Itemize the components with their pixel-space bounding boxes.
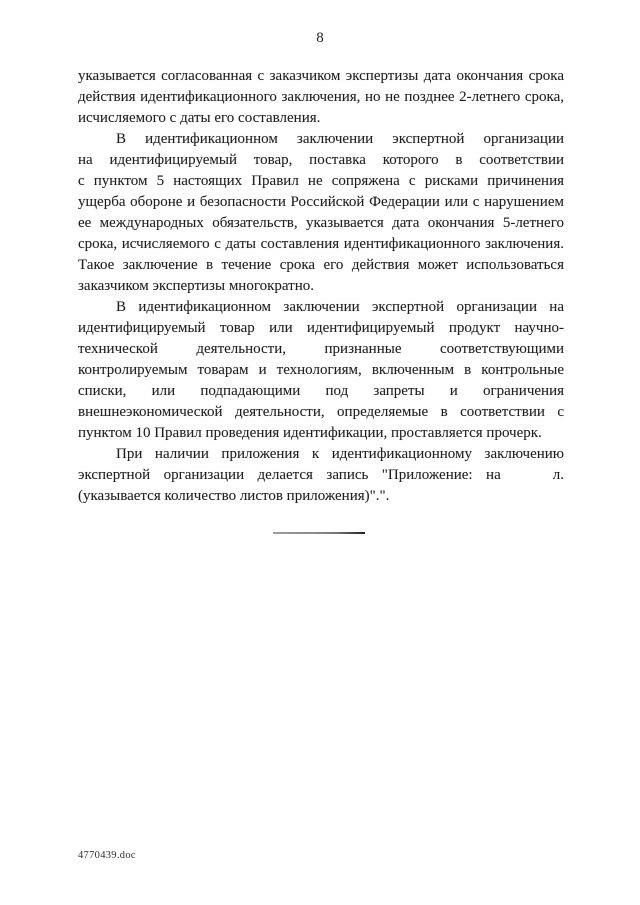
document-body — [78, 66, 564, 507]
text-line: заказчиком экспертизы многократно. — [78, 278, 315, 294]
text-line: внешнеэкономической деятельности, определяемые в соответствии с — [78, 404, 564, 420]
text-line: (указывается количество листов приложения)".". — [78, 488, 390, 504]
section-separator-line — [273, 532, 365, 534]
text-line: действия идентификационного заключения, но не позднее 2-летнего срока, — [78, 89, 564, 105]
footer-filename: 4770439.doc — [78, 850, 136, 861]
text-line: ущерба обороне и безопасности Российской Федерации или с нарушением — [78, 194, 564, 210]
text-line: указывается согласованная с заказчиком экспертизы дата окончания срока — [78, 68, 564, 84]
text-line: с пунктом 5 настоящих Правил не сопряжена с рисками причинения — [78, 173, 564, 189]
paragraph — [78, 66, 564, 129]
text-line: списки, или подпадающими под запреты и ограничения — [78, 383, 564, 399]
text-line: В идентификационном заключении экспертной организации на — [116, 299, 564, 315]
text-line: на идентифицируемый товар, поставка которого в соответствии — [78, 152, 564, 168]
text-line — [78, 465, 564, 486]
text-line: технической деятельности, признанные соответствующими — [78, 341, 564, 357]
text-line: ее международных обязательств, указывается дата окончания 5-летнего — [78, 215, 564, 231]
paragraph — [78, 444, 564, 507]
text-line: исчисляемого с даты его составления. — [78, 110, 321, 126]
paragraph — [78, 129, 564, 297]
text-line: контролируемым товарам и технологиям, включенным в контрольные — [78, 362, 564, 378]
text-line: срока, исчисляемого с даты составления идентификационного заключения. — [78, 236, 564, 252]
page-number: 8 — [316, 30, 324, 46]
text-line: идентифицируемый товар или идентифицируемый продукт научно- — [78, 320, 564, 336]
line-text-after-blank: л. — [552, 467, 564, 483]
paragraph — [78, 297, 564, 444]
text-line: При наличии приложения к идентификационному заключению — [116, 446, 564, 462]
line-text-before-blank: экспертной организации делается запись "Приложение: на — [78, 467, 501, 483]
text-line: В идентификационном заключении экспертной организации — [116, 131, 564, 147]
text-line: Такое заключение в течение срока его действия может использоваться — [78, 257, 564, 273]
text-line: пунктом 10 Правил проведения идентификации, проставляется прочерк. — [78, 425, 542, 441]
